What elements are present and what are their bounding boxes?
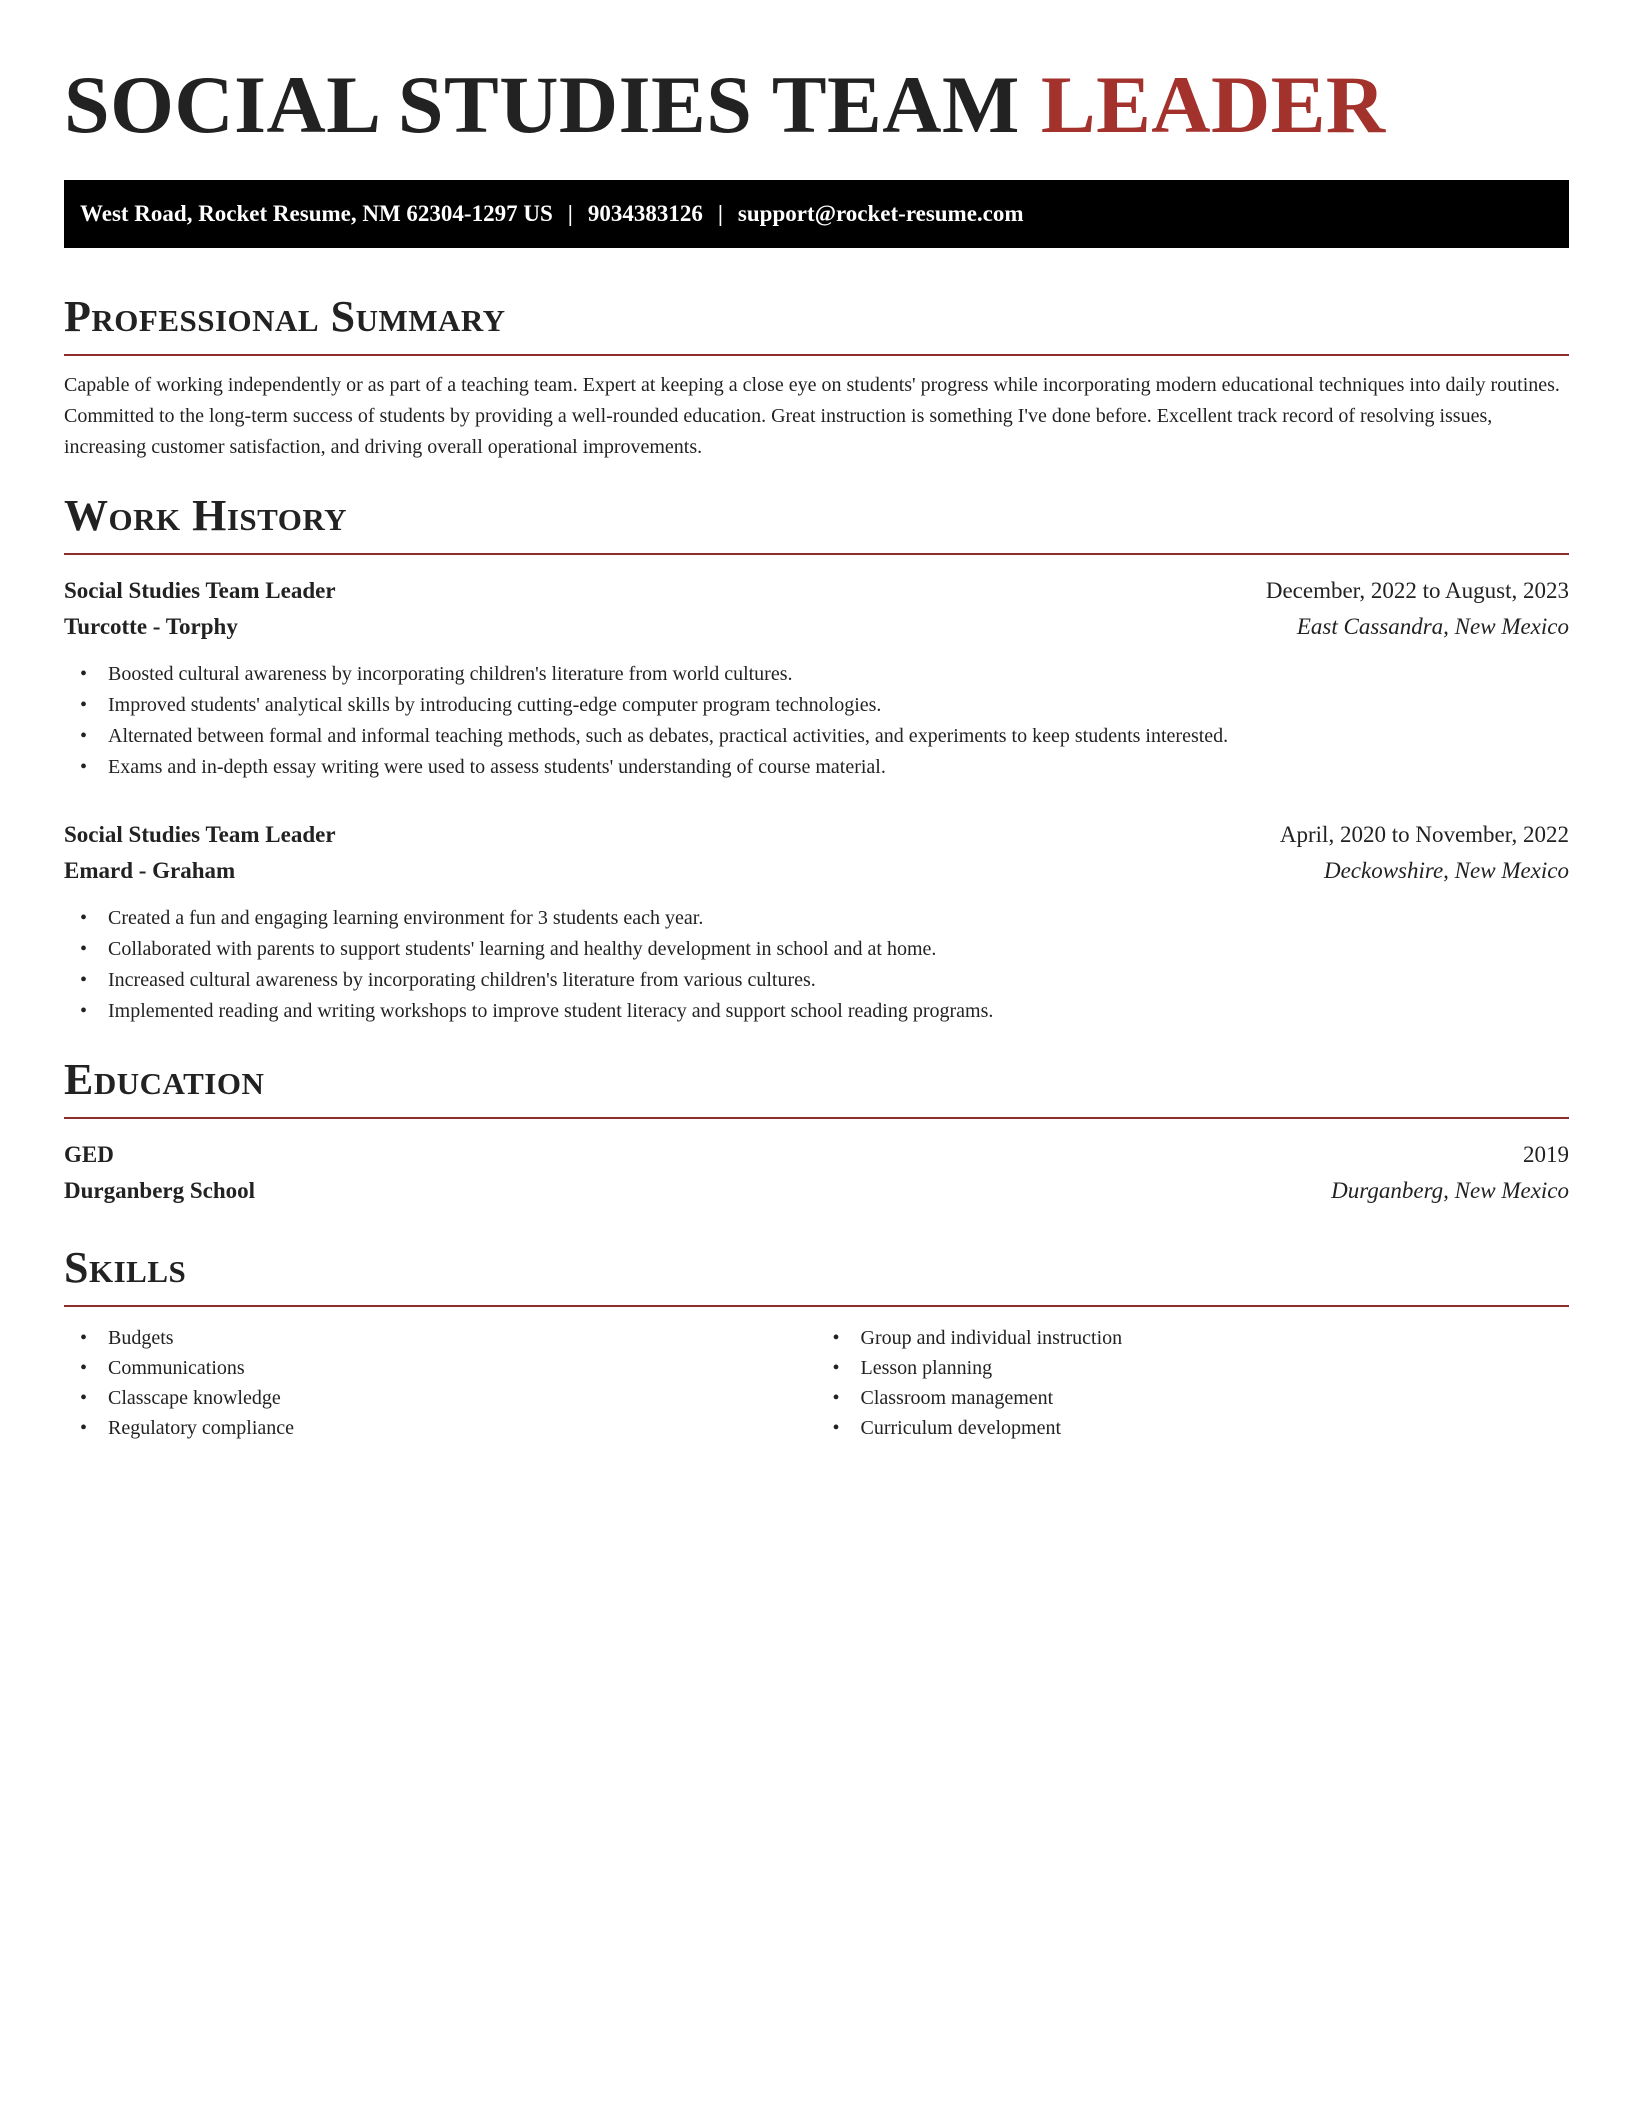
list-item: • Improved students' analytical skills by introducing cutting-edge computer program technologies. [80,690,1569,721]
skills-section [64,1241,1569,1443]
skills-column-right [817,1323,1570,1443]
job-company: Emard - Graham [64,858,236,883]
job-dates: December, 2022 to August, 2023 [1265,578,1569,603]
list-item: • Group and individual instruction [833,1323,1570,1353]
list-item: • Exams and in-depth essay writing were used to assess students' understanding of course material. [80,752,1569,783]
contact-address: West Road, Rocket Resume, NM 62304-1297 US [80,201,553,226]
list-item: • Boosted cultural awareness by incorporating children's literature from world cultures. [80,659,1569,690]
education-school-row [64,1173,1569,1209]
list-item: • Curriculum development [833,1413,1570,1443]
list-item: • Created a fun and engaging learning environment for 3 students each year. [80,903,1569,934]
job-title: Social Studies Team Leader [64,578,336,603]
skills-grid [64,1323,1569,1443]
list-item: • Increased cultural awareness by incorporating children's literature from various cultures. [80,965,1569,996]
job-header-row [64,573,1569,609]
job-company: Turcotte - Torphy [64,614,238,639]
list-item: • Budgets [80,1323,817,1353]
list-item: • Alternated between formal and informal teaching methods, such as debates, practical activities, and experiments to keep students interested. [80,721,1569,752]
education-year: 2019 [1523,1142,1569,1167]
skills-column-left [64,1323,817,1443]
work-history-section [64,489,1569,1027]
contact-bar [64,180,1569,248]
education-degree: GED [64,1142,114,1167]
job-dates: April, 2020 to November, 2022 [1279,822,1569,847]
job-entry [64,573,1569,783]
job-bullets [64,903,1569,1027]
job-company-row [64,609,1569,645]
education-location: Durganberg, New Mexico [1331,1178,1569,1203]
job-bullets [64,659,1569,783]
list-item: • Collaborated with parents to support students' learning and healthy development in school and at home. [80,934,1569,965]
education-section [64,1053,1569,1209]
title-accent: LEADER [1040,59,1386,150]
job-company-row [64,853,1569,889]
list-item: • Lesson planning [833,1353,1570,1383]
list-item: • Implemented reading and writing workshops to improve student literacy and support school reading programs. [80,996,1569,1027]
contact-separator: | [717,201,723,226]
job-header-row [64,817,1569,853]
list-item: • Regulatory compliance [80,1413,817,1443]
summary-text: Capable of working independently or as part of a teaching team. Expert at keeping a close eye on students' progress while incorporating modern educational techniques into daily routines. Committed to the long-term success of students by providing a well-rounded education. Great instruction is something I've done before. Excellent track record of resolving issues, increasing customer satisfaction, and driving overall operational improvements. [64,374,1560,458]
job-entry [64,817,1569,1027]
job-title: Social Studies Team Leader [64,822,336,847]
education-degree-row [64,1137,1569,1173]
contact-email[interactable]: support@rocket-resume.com [737,201,1024,226]
education-school: Durganberg School [64,1178,256,1203]
work-history-heading: Work History [64,489,1569,555]
education-entry [64,1137,1569,1209]
contact-phone: 9034383126 [587,201,703,226]
list-item: • Classcape knowledge [80,1383,817,1413]
list-item: • Classroom management [833,1383,1570,1413]
resume-title [64,0,1569,156]
contact-separator: | [567,201,573,226]
summary-heading: Professional Summary [64,290,1569,356]
summary-section [64,290,1569,463]
job-location: Deckowshire, New Mexico [1323,858,1569,883]
title-main: SOCIAL STUDIES TEAM [64,59,1020,150]
education-heading: Education [64,1053,1569,1119]
job-location: East Cassandra, New Mexico [1296,614,1569,639]
list-item: • Communications [80,1353,817,1383]
skills-heading: Skills [64,1241,1569,1307]
